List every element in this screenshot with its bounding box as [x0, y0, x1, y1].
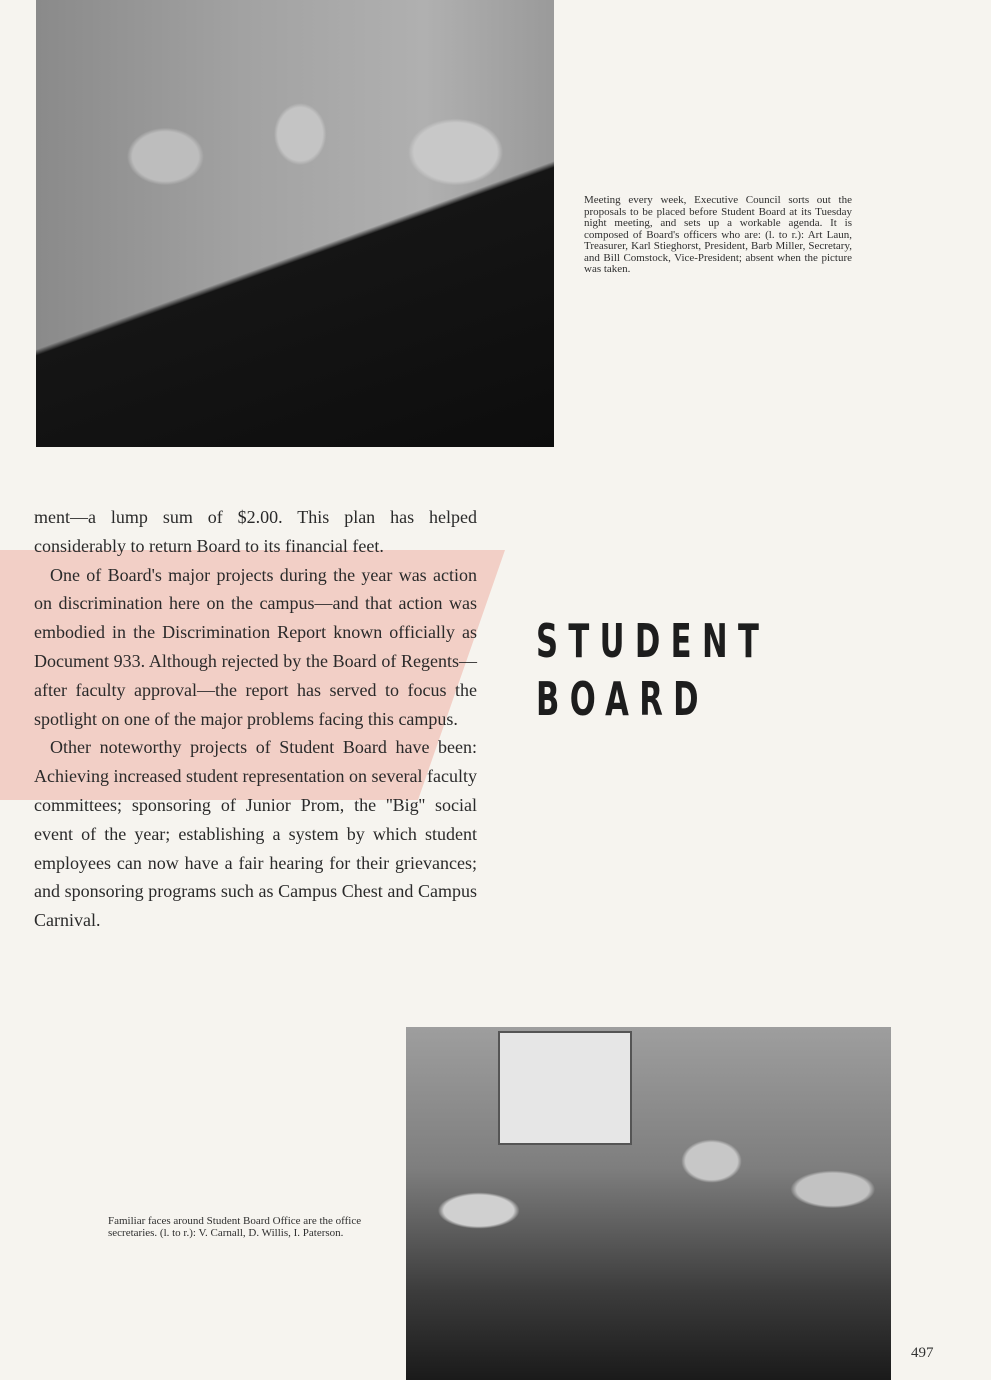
- executive-council-caption: Meeting every week, Executive Council sorts out the proposals to be placed before Student Board at its Tuesday night meeting, and sets up a workable agenda. It is composed of Board's officers who are: (l. to r.): Art Laun, Treasurer, Karl Stieghorst, President, Barb Miller, Secretary, and Bill Comstock, Vice-President; absent when the picture was taken.: [584, 194, 852, 275]
- article-paragraph: Other noteworthy projects of Student Board have been: Achieving increased student representation on several faculty committees; sponsoring of Junior Prom, the ''Big'' social event of the year; establishing a system by which student employees can now have a fair hearing for their grievances; and sponsoring programs such as Campus Chest and Campus Carnival.: [34, 737, 477, 931]
- section-title-line: BOARD: [536, 672, 709, 726]
- article-body: [34, 503, 477, 935]
- section-title: [536, 612, 769, 728]
- wall-poster: [498, 1031, 632, 1145]
- office-secretaries-photo: [406, 1027, 891, 1380]
- article-paragraph: One of Board's major projects during the year was action on discrimination here on the campus—and that action was embodied in the Discrimination Report known officially as Document 933. Although rejected by the Board of Regents—after faculty approval—the report has served to focus the spotlight on one of the major problems facing this campus.: [34, 564, 477, 729]
- executive-council-photo: [36, 0, 554, 447]
- article-paragraph: ment—a lump sum of $2.00. This plan has helped considerably to return Board to its financial feet.: [34, 507, 477, 556]
- section-title-line: STUDENT: [536, 614, 770, 668]
- page-number: 497: [911, 1345, 934, 1361]
- office-secretaries-caption: Familiar faces around Student Board Office are the office secretaries. (l. to r.): V. Carnall, D. Willis, I. Paterson.: [108, 1215, 362, 1239]
